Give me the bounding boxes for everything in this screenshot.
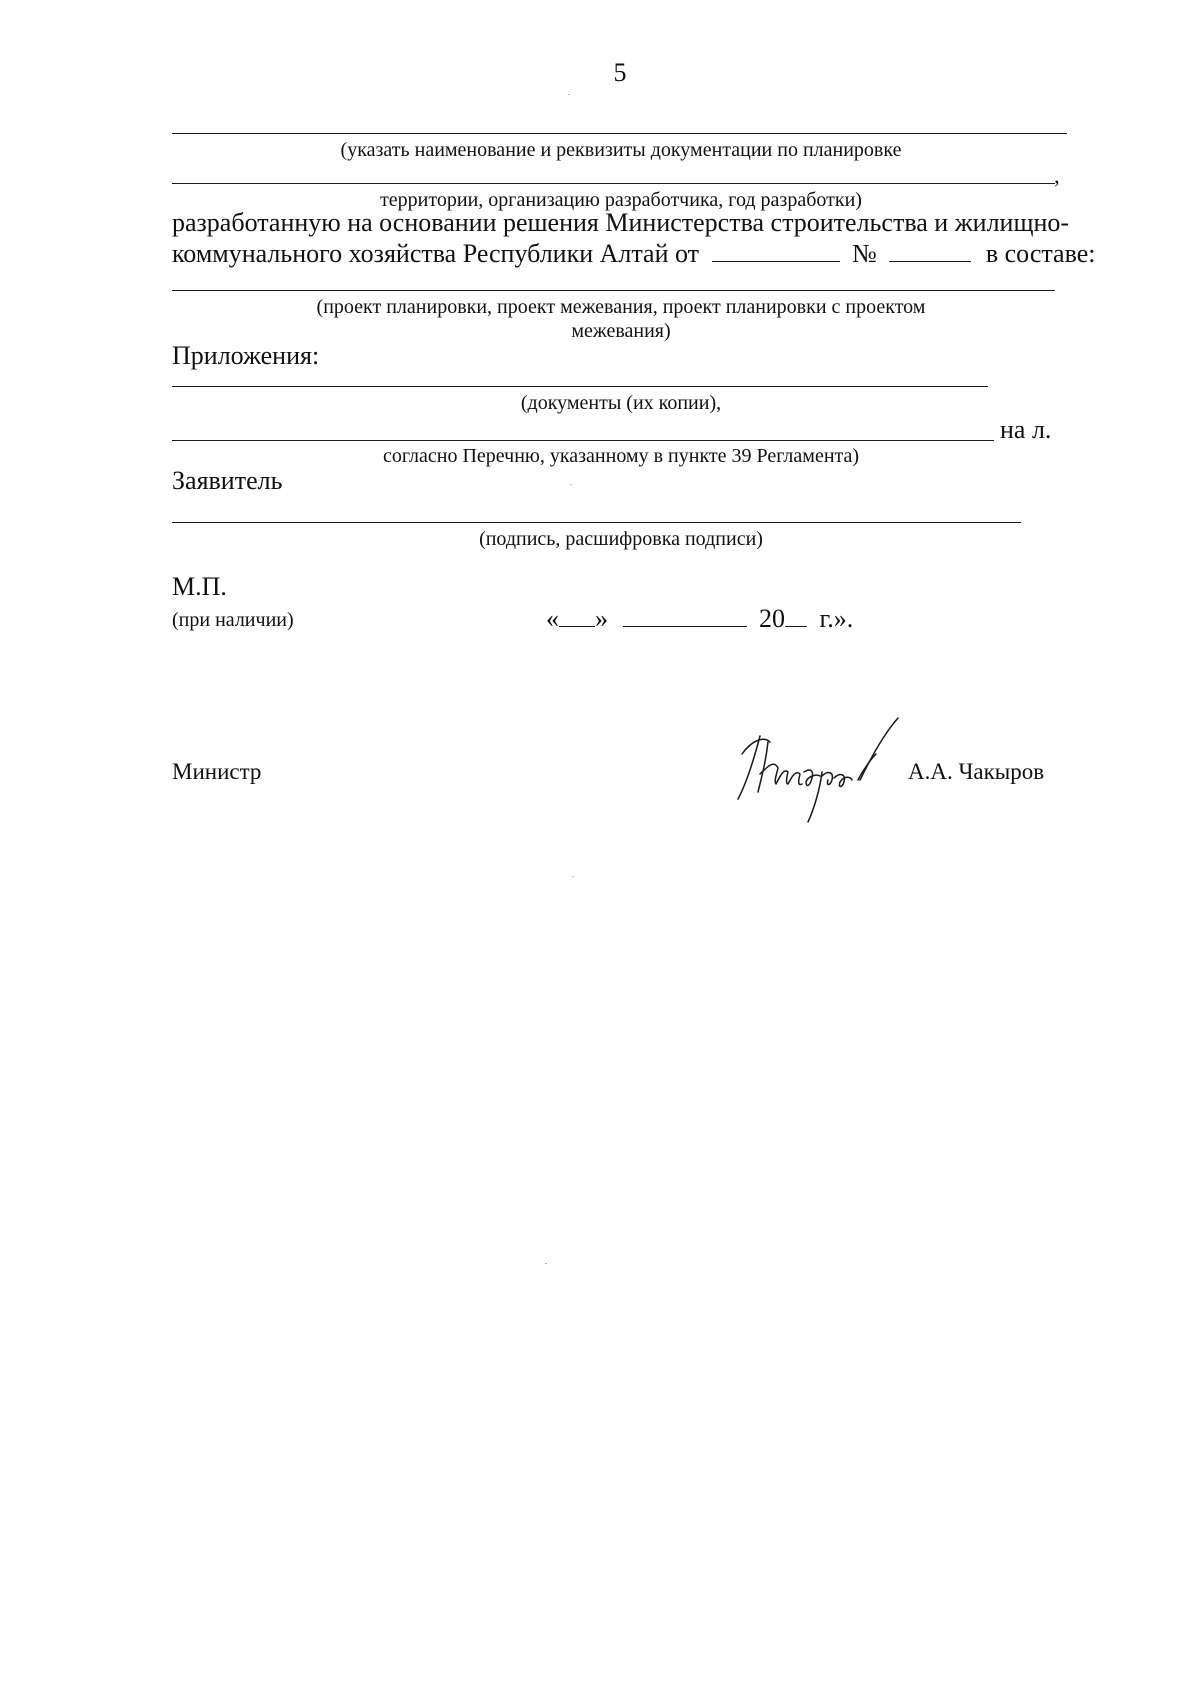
fill-line-documentation[interactable] (172, 133, 1067, 134)
fill-line-attachments-2[interactable] (172, 440, 994, 441)
fill-line-attachments[interactable] (172, 386, 988, 387)
sheets-label: на л. (1000, 415, 1052, 444)
minister-name: А.А. Чакыров (908, 759, 1045, 784)
signature-image (730, 714, 900, 824)
scan-speck (568, 94, 570, 95)
page-number: 5 (613, 58, 627, 87)
date-close-quote: » (595, 604, 608, 633)
caption-composition-line1: (проект планировки, проект межевания, проект планировки с проектом (316, 296, 926, 318)
minister-title: Министр (172, 759, 262, 784)
seal-label: М.П. (172, 572, 227, 601)
body-line-2-text: коммунального хозяйства Республики Алтай от (172, 239, 700, 268)
body-line-1: разработанную на основании решения Министерства строительства и жилищно- (172, 208, 1070, 237)
scan-speck (545, 1263, 547, 1264)
number-sign: № (852, 239, 877, 268)
caption-signature: (подпись, расшифровка подписи) (479, 528, 763, 550)
fill-line-composition[interactable] (172, 290, 1055, 291)
date-year-prefix: 20 (759, 604, 785, 633)
date-suffix: г.». (819, 604, 854, 633)
caption-documentation-line1: (указать наименование и реквизиты документации по планировке (340, 139, 902, 161)
caption-documentation-line2: территории, организацию разработчика, год разработки) (380, 189, 862, 211)
composition-label: в составе: (985, 239, 1096, 268)
date-year-field[interactable] (785, 606, 807, 627)
caption-composition-line2: межевания) (571, 320, 671, 342)
decision-date-field[interactable] (712, 241, 840, 262)
date-line (546, 606, 853, 632)
seal-note: (при наличии) (172, 609, 294, 631)
scan-speck (572, 876, 574, 877)
date-month-field[interactable] (623, 606, 747, 627)
fill-line-territory[interactable] (172, 183, 1055, 184)
applicant-label: Заявитель (172, 466, 283, 495)
decision-number-field[interactable] (889, 241, 971, 262)
body-line-2 (172, 241, 1095, 267)
fill-line-signature[interactable] (172, 522, 1021, 523)
trailing-comma: , (1054, 163, 1060, 188)
scan-speck (570, 484, 572, 485)
attachments-label: Приложения: (172, 341, 320, 370)
caption-per-list: согласно Перечню, указанному в пункте 39 Регламента) (382, 445, 860, 467)
caption-documents: (документы (их копии), (520, 392, 722, 414)
date-open-quote: « (546, 604, 559, 633)
date-day-field[interactable] (559, 606, 595, 627)
